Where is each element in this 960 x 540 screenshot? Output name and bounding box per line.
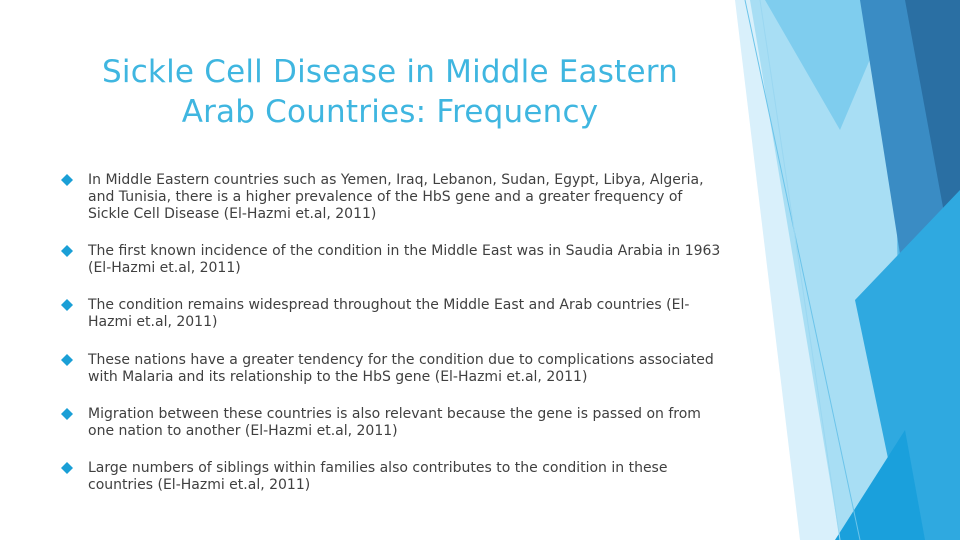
- diamond-bullet-icon: [61, 462, 73, 474]
- slide-title-line-2: Arab Countries: Frequency: [181, 94, 599, 131]
- slide-title: [60, 52, 720, 133]
- bullet-item: [62, 172, 727, 223]
- diamond-bullet-icon: [61, 245, 73, 257]
- diamond-bullet-icon: [61, 299, 73, 311]
- bullet-text: Large numbers of siblings within families also contributes to the condition in these countries (El-Hazmi et.al, 2011): [88, 459, 668, 493]
- bullet-text: The condition remains widespread throughout the Middle East and Arab countries (El-Hazmi et.al, 2011): [88, 297, 690, 331]
- bullet-list: [62, 172, 727, 514]
- bullet-item: [62, 297, 727, 331]
- bullet-text: Migration between these countries is also relevant because the gene is passed on from one nation to another (El-Hazmi et.al, 2011): [88, 405, 701, 439]
- bullet-text: In Middle Eastern countries such as Yemen, Iraq, Lebanon, Sudan, Egypt, Libya, Algeria, and Tunisia, there is a higher prevalence of the HbS gene and a greater frequency of Sickle Cell Disease (El-Hazmi et.al, 2011): [88, 172, 704, 223]
- bullet-item: [62, 352, 727, 386]
- bullet-text: These nations have a greater tendency for the condition due to complications associated with Malaria and its relationship to the HbS gene (El-Hazmi et.al, 2011): [88, 351, 714, 385]
- bullet-item: [62, 460, 727, 494]
- slide-title-line-1: Sickle Cell Disease in Middle Eastern: [102, 54, 678, 90]
- bullet-item: [62, 406, 727, 440]
- bullet-item: [62, 243, 727, 277]
- diamond-bullet-icon: [61, 354, 73, 366]
- diamond-bullet-icon: [61, 174, 73, 186]
- bullet-text: The first known incidence of the condition in the Middle East was in Saudia Arabia in 1963 (El-Hazmi et.al, 2011): [88, 243, 721, 277]
- diamond-bullet-icon: [61, 408, 73, 420]
